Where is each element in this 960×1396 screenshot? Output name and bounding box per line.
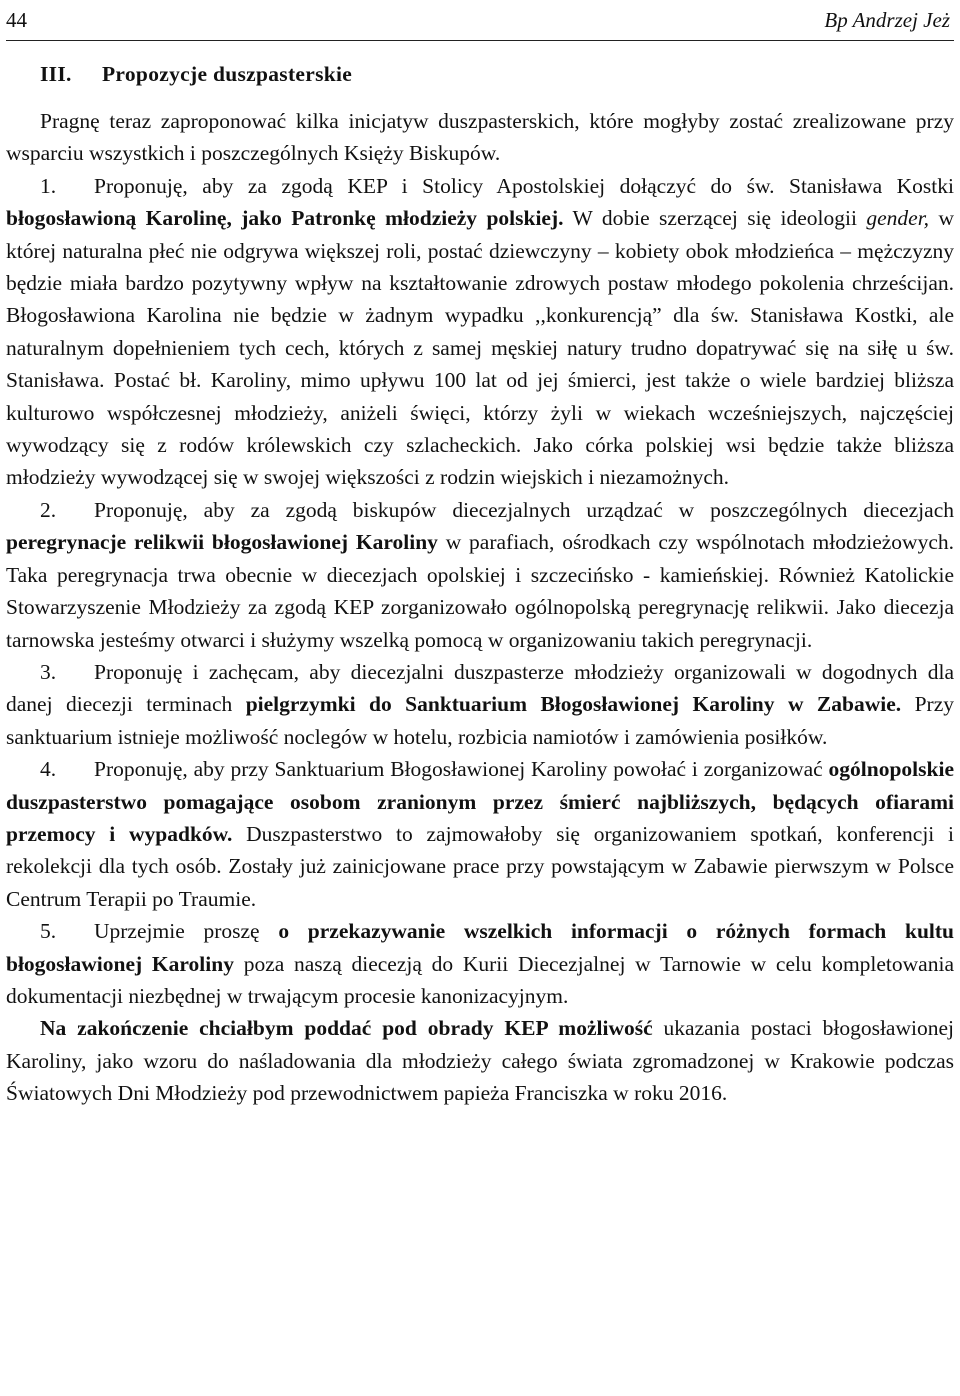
running-header bbox=[6, 2, 954, 41]
proposal-text: Proponuję i zachęcam, aby diecezjalni duszpasterze młodzieży organizowali w dogodnych dla danej diecezji terminach bbox=[6, 659, 954, 717]
proposal-text: Proponuję, aby za zgodą biskupów diecezjalnych urządzać w poszczególnych diecezjach bbox=[94, 497, 954, 522]
proposal-3 bbox=[6, 656, 954, 753]
page-number: 44 bbox=[6, 8, 27, 32]
proposal-number: 4. bbox=[40, 757, 57, 782]
conclusion-paragraph bbox=[6, 1012, 954, 1109]
intro-paragraph: Pragnę teraz zaproponować kilka inicjatyw duszpasterskich, które mogłyby zostać zrealizowane przy wsparciu wszystkich i poszczególnych Księży Biskupów. bbox=[6, 109, 954, 166]
proposal-text: W dobie szerzącej się ideologii bbox=[563, 206, 867, 231]
proposal-4 bbox=[6, 753, 954, 915]
proposal-text: w której naturalna płeć nie odgrywa większej roli, postać dziewczyny – kobiety obok młodzieńca – mężczyzny będzie miała bardzo pozytywny wpływ na kształtowanie zdrowych postaw młodego pokolenia chrześcijan. Błogosławiona Karolina nie będzie w żadnym wypadku ,,konkurencją” dla św. Stanisława Kostki, ale naturalnym dopełnieniem tych cech, których z samej męskiej natury trudno dopatrywać się na siłę u św. Stanisława. Postać bł. Karoliny, mimo upływu 100 lat od jej śmierci, jest także o wiele bardziej bliższa kulturowo współczesnej młodzieży, aniżeli święci, którzy żyli w wiekach wcześniejszych, najczęściej wywodzący się z rodów królewskich czy szlacheckich. Jako córka polskiej wsi będzie także bliższa młodzieży wywodzącej się w swojej większości z rodzin wiejskich i niezamożnych. bbox=[6, 206, 955, 490]
running-author: Bp Andrzej Jeż bbox=[824, 8, 950, 32]
proposal-emphasis: o przekazywanie wszelkich informacji o różnych formach kultu błogosławionej Karoliny bbox=[6, 919, 954, 976]
document-page bbox=[0, 2, 960, 1396]
proposal-text: Proponuję, aby przy Sanktuarium Błogosławionej Karoliny powołać i zorganizować bbox=[94, 757, 829, 782]
proposal-emphasis: peregrynacje relikwii błogosławionej Karoliny bbox=[6, 530, 438, 555]
proposal-2 bbox=[6, 494, 954, 656]
proposal-text: w parafiach, ośrodkach czy wspólnotach młodzieżowych. Taka peregrynacja trwa obecnie w diecezjach opolskiej i szczecińsko - kamieńskiej. Również Katolickie Stowarzyszenie Młodzieży za zgodą KEP zorganizowało ogólnopolską peregrynację relikwii. Jako diecezja tarnowska jesteśmy otwarci i służymy wszelką pomocą w organizowaniu takich peregrynacji. bbox=[6, 530, 954, 652]
section-heading bbox=[40, 58, 954, 90]
proposal-number: 1. bbox=[40, 173, 57, 198]
proposal-number: 3. bbox=[40, 659, 57, 684]
proposal-italic: gender, bbox=[866, 206, 930, 231]
proposal-emphasis: błogosławioną Karolinę, jako Patronkę młodzieży polskiej. bbox=[6, 206, 564, 231]
proposal-emphasis: pielgrzymki do Sanktuarium Błogosławionej Karoliny w Zabawie. bbox=[245, 692, 902, 717]
proposal-text: Uprzejmie proszę bbox=[94, 919, 279, 944]
section-number: III. bbox=[40, 62, 72, 86]
proposal-text: Przy sanktuarium istnieje możliwość noclegów w hotelu, rozbicia namiotów i zamówienia posiłków. bbox=[6, 692, 954, 749]
section-title: Propozycje duszpasterskie bbox=[102, 62, 353, 86]
proposal-5 bbox=[6, 915, 954, 1012]
proposal-number: 2. bbox=[40, 497, 57, 522]
proposal-text: Proponuję, aby za zgodą KEP i Stolicy Apostolskiej dołączyć do św. Stanisława Kostki bbox=[94, 173, 954, 198]
proposal-emphasis: ogólnopolskie duszpasterstwo pomagające osobom zranionym przez śmierć najbliższych, będących ofiarami przemocy i wypadków. bbox=[6, 757, 954, 846]
proposal-1 bbox=[6, 170, 954, 494]
proposal-text: Duszpasterstwo to zajmowałoby się organizowaniem spotkań, konferencji i rekolekcji dla tych osób. Zostały już zainicjowane prace przy powstającym w Zabawie pierwszym w Polsce Centrum Terapii po Traumie. bbox=[6, 821, 955, 911]
proposal-number: 5. bbox=[40, 919, 57, 944]
conclusion-text: ukazania postaci błogosławionej Karoliny, jako wzoru do naśladowania dla młodzieży całego świata zgromadzonej w Krakowie podczas Światowych Dni Młodzieży pod przewodnictwem papieża Franciszka w roku 2016. bbox=[6, 1016, 954, 1106]
conclusion-emphasis: Na zakończenie chciałbym poddać pod obrady KEP możliwość bbox=[40, 1016, 653, 1041]
proposal-text: poza naszą diecezją do Kurii Diecezjalnej w Tarnowie w celu kompletowania dokumentacji niezbędnej w trwającym procesie kanonizacyjnym. bbox=[6, 951, 954, 1008]
